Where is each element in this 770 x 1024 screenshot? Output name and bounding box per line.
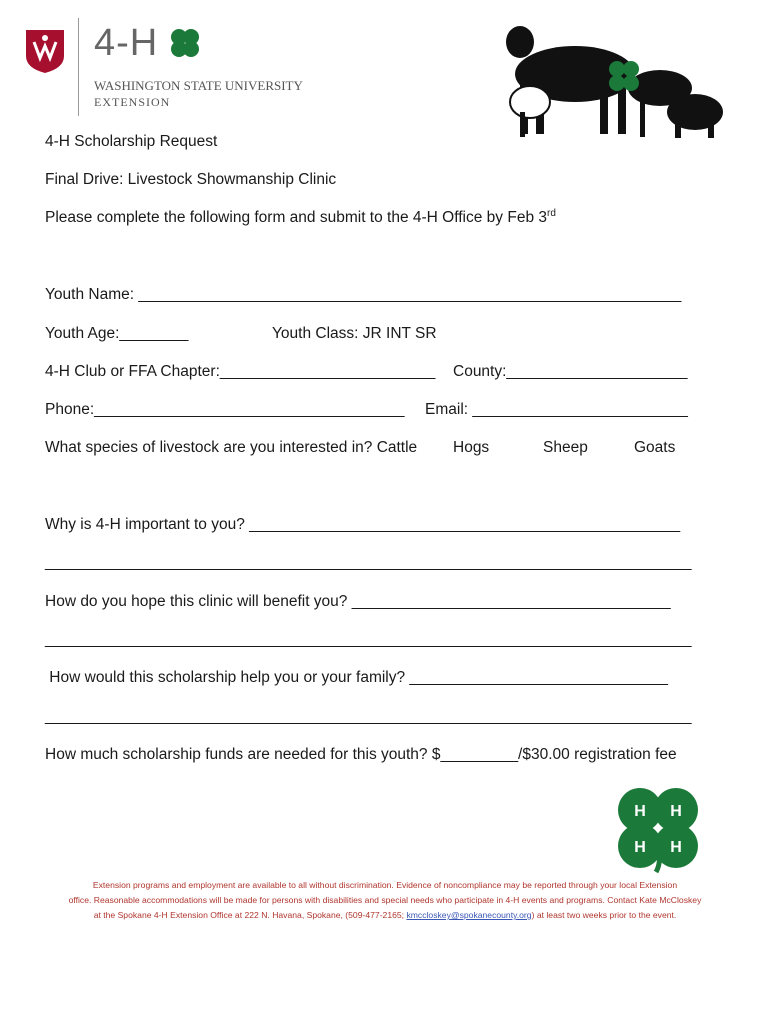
instruction	[45, 209, 556, 227]
footer-line-3-pre: at the Spokane 4-H Extension Office at 222 N. Havana, Spokane, (509-477-2165;	[93, 910, 405, 920]
logo-4h-text: 4-H	[94, 22, 159, 64]
species-option-hogs[interactable]: Hogs	[453, 439, 490, 456]
email-field[interactable]: Email: _________________________	[425, 401, 688, 418]
help-family-field[interactable]: How would this scholarship help you or your family? ______________________________	[45, 669, 669, 686]
county-field[interactable]: County:_____________________	[453, 363, 688, 380]
form-title: 4-H Scholarship Request	[45, 133, 218, 150]
species-question[interactable]: What species of livestock are you interested in? Cattle	[45, 439, 418, 456]
header-divider	[78, 18, 79, 116]
wsu-logo	[24, 28, 66, 74]
university-name: WASHINGTON STATE UNIVERSITY	[94, 78, 303, 93]
answer-line-2[interactable]: ___________________________________________________________________________	[45, 631, 692, 648]
club-field[interactable]: 4-H Club or FFA Chapter:_________________________	[45, 363, 436, 380]
clover-emblem-icon	[612, 782, 704, 874]
youth-class-field[interactable]: Youth Class: JR INT SR	[272, 325, 437, 342]
footer-disclaimer	[40, 878, 730, 923]
phone-field[interactable]: Phone:____________________________________	[45, 401, 405, 418]
livestock-illustration	[500, 22, 728, 142]
youth-age-field[interactable]: Youth Age:________	[45, 325, 189, 342]
svg-text:H: H	[634, 839, 646, 856]
footer-line-1: Extension programs and employment are available to all without discrimination. Evidence of noncompliance may be reported through your local Extension	[92, 880, 678, 890]
event-name: Final Drive: Livestock Showmanship Clinic	[45, 171, 337, 188]
extension-name: EXTENSION	[94, 95, 171, 109]
footer-line-3-post: ) at least two weeks prior to the event.	[531, 910, 677, 920]
svg-text:H: H	[670, 839, 682, 856]
benefit-field[interactable]: How do you hope this clinic will benefit you? _____________________________________	[45, 593, 671, 610]
clover-small-icon	[168, 26, 202, 60]
answer-line-3[interactable]: ___________________________________________________________________________	[45, 708, 692, 725]
svg-text:H: H	[670, 803, 682, 820]
footer-line-2: office. Reasonable accommodations will be made for persons with disabilities and special needs who participate in 4-H events and programs. Contact Kate McCloskey	[68, 895, 702, 905]
instruction-text: Please complete the following form and submit to the 4-H Office by Feb 3	[45, 209, 547, 226]
footer-line-3	[40, 908, 730, 923]
why-4h-field[interactable]: Why is 4-H important to you? __________________________________________________	[45, 516, 681, 533]
funds-field[interactable]: How much scholarship funds are needed for this youth? $_________/$30.00 registration fee	[45, 746, 677, 763]
svg-text:H: H	[634, 803, 646, 820]
answer-line-1[interactable]: ___________________________________________________________________________	[45, 554, 692, 571]
species-option-goats[interactable]: Goats	[634, 439, 676, 456]
instruction-sup: rd	[547, 207, 556, 219]
youth-name-field[interactable]: Youth Name: _______________________________________________________________	[45, 286, 682, 303]
contact-email-link[interactable]: kmccloskey@spokanecounty.org	[406, 910, 532, 920]
species-option-sheep[interactable]: Sheep	[543, 439, 588, 456]
